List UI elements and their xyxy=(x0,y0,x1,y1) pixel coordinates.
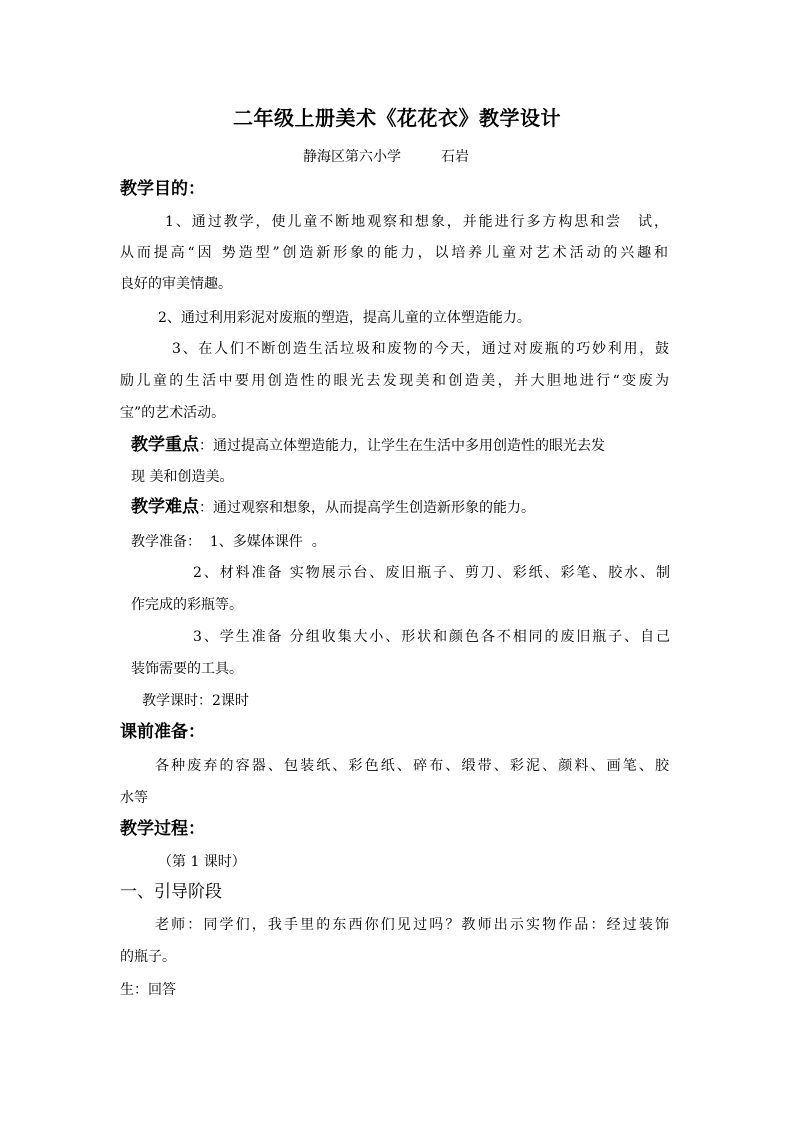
preparation-line-2: 2、材料准备 实物展示台、废旧瓶子、剪刀、彩纸、彩笔、胶水、制 xyxy=(193,565,670,581)
key-point-text: ：通过提高立体塑造能力，让学生在生活中多用创造性的眼光去发 xyxy=(199,438,605,454)
objectives-heading: 教学目的： xyxy=(120,179,205,199)
key-point-line-2: 现 美和创造美。 xyxy=(131,469,234,485)
pre-class-heading: 课前准备： xyxy=(120,722,205,742)
preparation-line-4: 3、学生准备 分组收集大小、形状和颜色各不相同的废旧瓶子、自己 xyxy=(193,629,670,645)
preparation-line-1: 教学准备： 1、多媒体课件 。 xyxy=(131,534,326,550)
process-heading: 教学过程： xyxy=(120,819,205,839)
difficulty-text: ：通过观察和想象，从而提高学生创造新形象的能力。 xyxy=(199,500,535,516)
difficulty-label: 教学难点 xyxy=(131,497,199,517)
session-label: （第 1 课时） xyxy=(158,854,246,870)
objective-3-line-2: 励儿童的生活中要用创造性的眼光去发现美和创造美，并大胆地进行“变废为 xyxy=(120,373,669,389)
teacher-line-1: 老师：同学们，我手里的东西你们见过吗？教师出示实物作品：经过装饰 xyxy=(155,917,669,933)
author-line xyxy=(303,148,469,166)
preparation-line-5: 装饰需要的工具。 xyxy=(131,661,243,677)
objective-2: 2、通过利用彩泥对废瓶的塑造，提高儿童的立体塑造能力。 xyxy=(158,310,531,326)
pre-class-line-2: 水等 xyxy=(120,790,148,806)
student-answer: 生：回答 xyxy=(120,982,176,998)
objective-3-line-3: 宝”的艺术活动。 xyxy=(120,405,226,421)
school-name: 静海区第六小学 xyxy=(303,149,401,165)
stage-1-heading: 一、引导阶段 xyxy=(120,882,222,902)
key-point xyxy=(131,434,605,457)
teacher-name: 石岩 xyxy=(441,149,469,165)
objective-1-line-2: 从而提高“因 势造型”创造新形象的能力，以培养儿童对艺术活动的兴趣和 xyxy=(120,245,668,261)
preparation-line-3: 作完成的彩瓶等。 xyxy=(131,597,243,613)
teaching-hours: 教学课时：2课时 xyxy=(142,693,249,709)
objective-3-line-1: 3、在人们不断创造生活垃圾和废物的今天，通过对废瓶的巧妙利用，鼓 xyxy=(172,341,669,357)
teacher-line-2: 的瓶子。 xyxy=(120,949,176,965)
objective-1-line-3: 良好的审美情趣。 xyxy=(120,276,232,292)
key-point-label: 教学重点 xyxy=(131,435,199,455)
pre-class-line-1: 各种废弃的容器、包装纸、彩色纸、碎布、缎带、彩泥、颜料、画笔、胶 xyxy=(155,758,669,774)
document-title: 二年级上册美术《花花衣》教学设计 xyxy=(233,106,561,130)
objective-1-line-1: 1、通过教学，使儿童不断地观察和想象，并能进行多方构思和尝 试， xyxy=(165,214,668,230)
difficulty xyxy=(131,496,535,519)
